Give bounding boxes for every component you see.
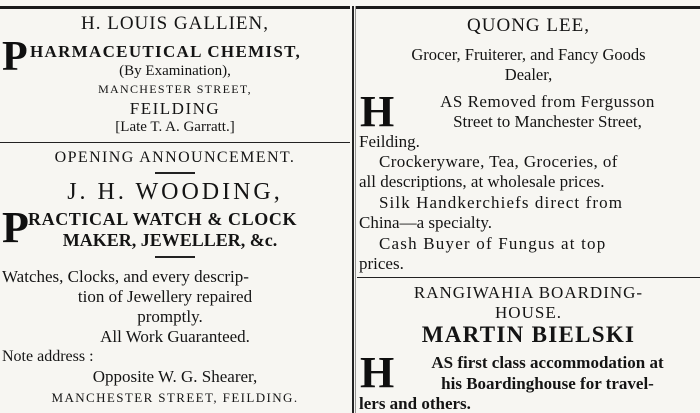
- wooding-address-line1: Opposite W. G. Shearer,: [92, 367, 258, 386]
- pharmacy-street: MANCHESTER STREET,: [98, 82, 252, 96]
- crockery-line2: all descriptions, at wholesale prices.: [359, 172, 605, 191]
- ad-divider: [0, 142, 350, 143]
- wooding-advertisement: [0, 144, 350, 413]
- pharmacy-title: HARMACEUTICAL CHEMIST,: [30, 42, 302, 61]
- quong-lee-body-line2: Street to Manchester Street,: [453, 112, 642, 131]
- rangiwahia-body-line1: AS first class accommodation at: [431, 353, 664, 372]
- wooding-drop-cap: P: [2, 203, 29, 252]
- wooding-body-line1: Watches, Clocks, and every descrip-: [2, 267, 249, 286]
- top-rule-left: [0, 6, 350, 9]
- pharmacy-proprietor-name: H. LOUIS GALLIEN,: [81, 13, 269, 34]
- pharmacy-town: FEILDING: [129, 99, 221, 118]
- wooding-note-label: Note address :: [2, 348, 94, 365]
- quong-lee-body-line3: Feilding.: [359, 132, 420, 151]
- wooding-address-line2: MANCHESTER STREET, FEILDING.: [51, 390, 299, 405]
- wooding-body-line3: promptly.: [137, 307, 203, 326]
- top-rule-right: [356, 6, 700, 9]
- quong-lee-trade-line1: Grocer, Fruiterer, and Fancy Goods: [411, 45, 646, 64]
- pharmacy-predecessor: [Late T. A. Garratt.]: [115, 119, 235, 135]
- silk-line2: China—a specialty.: [359, 213, 492, 232]
- silk-line1: Silk Handkerchiefs direct from: [379, 193, 624, 212]
- quong-lee-drop-cap: H: [360, 87, 395, 136]
- wooding-guarantee: All Work Guaranteed.: [100, 327, 250, 346]
- wooding-body-line2: tion of Jewellery repaired: [77, 287, 253, 306]
- rangiwahia-proprietor: MARTIN BIELSKI: [421, 322, 636, 347]
- rangiwahia-body-line3: lers and others.: [359, 394, 471, 413]
- left-column: [0, 10, 350, 413]
- quong-lee-name: QUONG LEE,: [467, 15, 590, 36]
- crockery-line1: Crockeryware, Tea, Groceries, of: [379, 152, 618, 171]
- rangiwahia-heading-line1: RANGIWAHIA BOARDING-: [413, 283, 644, 302]
- pharmacy-qualification: (By Examination),: [119, 63, 231, 79]
- trade-short-rule: [155, 256, 195, 258]
- fungus-line2: prices.: [359, 254, 404, 273]
- quong-lee-trade-line2: Dealer,: [504, 65, 553, 84]
- rangiwahia-body-line2: his Boardinghouse for travel-: [441, 374, 654, 393]
- wooding-trade-line1: RACTICAL WATCH & CLOCK: [28, 209, 298, 229]
- wooding-heading: OPENING ANNOUNCEMENT.: [54, 149, 296, 166]
- column-separator-shadow: [355, 6, 356, 413]
- fungus-line1: Cash Buyer of Fungus at top: [379, 234, 607, 253]
- pharmacy-advertisement: [0, 10, 350, 138]
- quong-lee-body-line1: AS Removed from Fergusson: [440, 92, 655, 111]
- rangiwahia-drop-cap: H: [360, 348, 395, 397]
- heading-short-rule: [155, 172, 195, 174]
- wooding-trade-line2: MAKER, JEWELLER, &c.: [62, 230, 278, 250]
- rangiwahia-advertisement: [357, 278, 700, 413]
- quong-lee-advertisement: [357, 10, 700, 274]
- right-column: [357, 10, 700, 413]
- wooding-proprietor-name: J. H. WOODING,: [67, 179, 283, 205]
- pharmacy-drop-cap: P: [2, 34, 28, 80]
- rangiwahia-heading-line2: HOUSE.: [495, 303, 562, 322]
- column-separator: [352, 6, 354, 413]
